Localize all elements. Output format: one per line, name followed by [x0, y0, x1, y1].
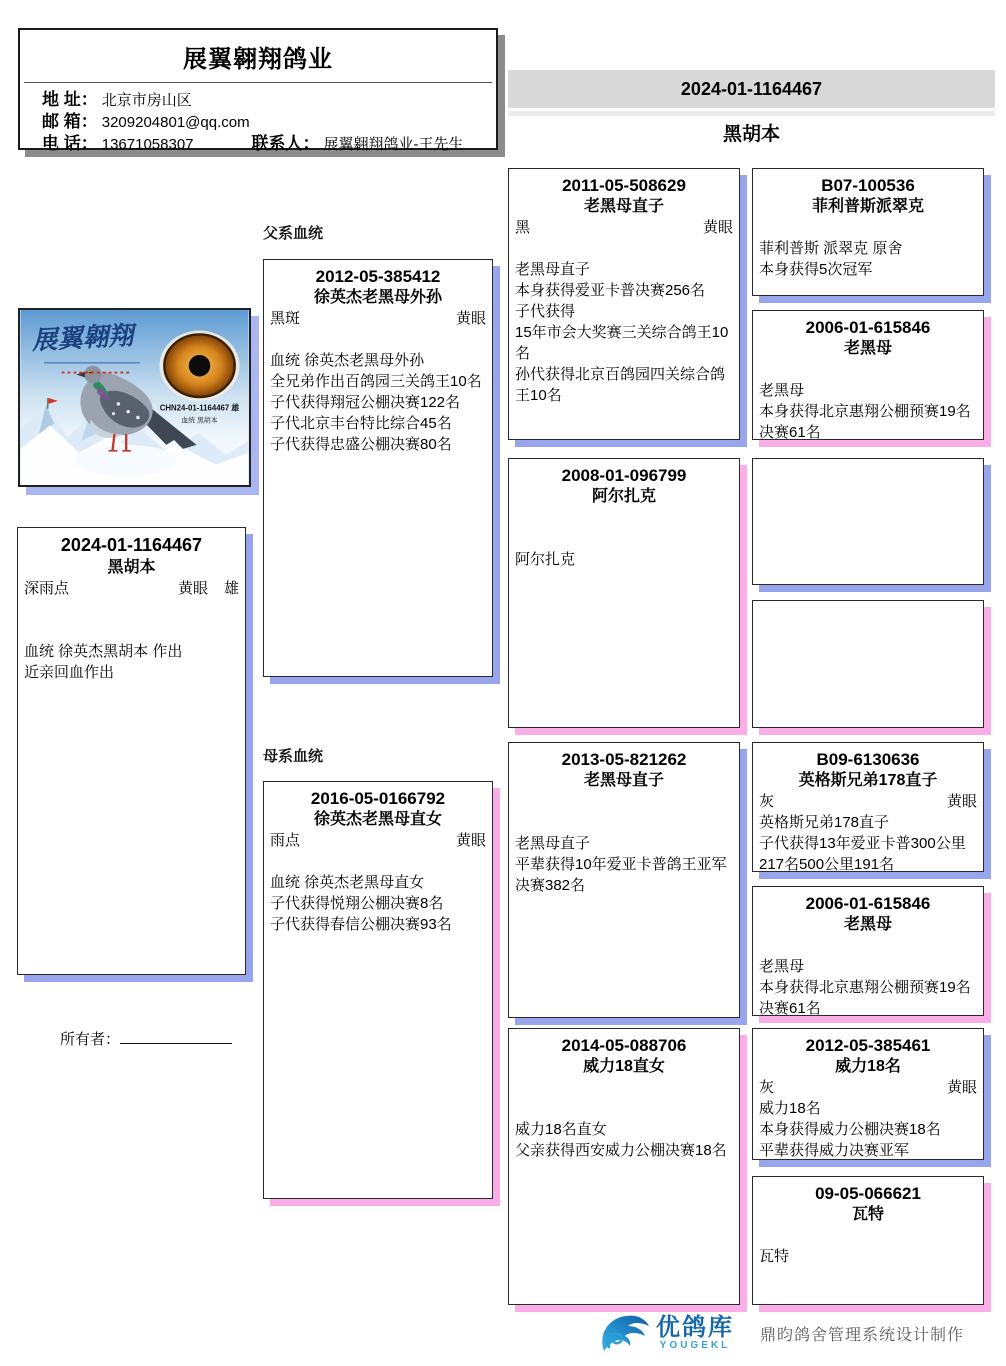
pigeon-photo: [18, 308, 251, 487]
pedigree-box-grandmother-paternal: [508, 458, 740, 728]
description: 瓦特: [759, 1248, 790, 1265]
pigeon-name: 老黑母: [843, 340, 892, 357]
pigeon-name: 英格斯兄弟178直子: [798, 772, 938, 789]
ring-number: 2012-05-385461: [805, 1036, 931, 1055]
ring-number-header: 2024-01-1164467: [508, 70, 995, 108]
eye-color: 黄眼: [177, 580, 208, 597]
ring-number: 2024-01-1164467: [60, 535, 203, 555]
traits-row: [753, 217, 983, 238]
traits-row: [509, 217, 739, 238]
description: 血统 徐英杰老黑母直女 子代获得悦翔公棚决赛8名 子代获得春信公棚决赛93名: [270, 874, 452, 933]
loft-card: [18, 28, 498, 153]
pedigree-box-ggp-5: [752, 742, 984, 872]
description: 威力18名 本身获得威力公棚决赛18名 平辈获得威力决赛亚军: [759, 1100, 941, 1159]
pigeon-name: 老黑母直子: [583, 198, 664, 215]
traits-row: [753, 1225, 983, 1246]
ring-number: 2006-01-615846: [805, 894, 931, 913]
description: 老黑母 本身获得北京惠翔公棚预赛19名 决赛61名: [759, 958, 971, 1016]
pedigree-box-ggp-3-empty: [752, 458, 984, 585]
pedigree-box-ggp-8: [752, 1176, 984, 1305]
pigeon-photo-art: [20, 310, 249, 485]
email-label: 邮 箱：: [42, 112, 98, 131]
traits-row: [18, 578, 245, 599]
ring-number: 2006-01-615846: [805, 318, 931, 337]
brand-name: 优鸽库: [656, 1313, 734, 1341]
photo-blood-text: 血统 黑胡本: [181, 417, 218, 425]
eye-inset: [159, 331, 239, 401]
traits-row: [264, 830, 492, 851]
description: 英格斯兄弟178直子 子代获得13年爱亚卡普300公里217名500公里191名: [759, 814, 966, 872]
eye-color: 黄眼: [702, 219, 733, 236]
description: 血统 徐英杰老黑母外孙 全兄弟作出百鸽园三关鸽王10名 子代获得翔冠公棚决赛122名 子代北京丰台特比综合45名 子代获得忠盛公棚决赛80名: [270, 352, 482, 453]
phone-value: 13671058307: [101, 136, 194, 153]
pedigree-box-ggp-1: [752, 168, 984, 296]
owner-signature-line: [120, 1030, 232, 1044]
sex: 雄: [223, 580, 239, 597]
owner-label: 所有者：: [60, 1031, 121, 1048]
yougeku-logo-icon: [598, 1310, 650, 1356]
pedigree-box-ggp-6: [752, 886, 984, 1016]
phone-label: 电 话：: [42, 134, 98, 153]
pigeon-name: 老黑母: [843, 916, 892, 933]
header-sub-bar: [508, 111, 995, 116]
traits-row: [753, 935, 983, 956]
description: 威力18名直女 父亲获得西安威力公棚决赛18名: [515, 1121, 727, 1159]
description: 血统 徐英杰黑胡本 作出 近亲回血作出: [24, 643, 183, 681]
feather-color: 黑: [515, 219, 531, 236]
pigeon-name: 阿尔扎克: [591, 488, 656, 505]
pigeon-name: 老黑母直子: [583, 772, 664, 789]
owner-row: [60, 1028, 232, 1049]
pigeon-name: 黑胡本: [107, 559, 156, 576]
pedigree-box-subject: [17, 527, 246, 975]
photo-ring-text: CHN24-01-1164467 雄: [159, 403, 240, 413]
description: 阿尔扎克: [515, 551, 576, 568]
pigeon-name: 威力18直女: [583, 1058, 665, 1075]
pedigree-box-ggp-2: [752, 310, 984, 440]
paternal-label: 父系血统: [263, 225, 324, 242]
pigeon-name: 徐英杰老黑母外孙: [313, 289, 442, 306]
eye-color: 黄眼: [455, 310, 486, 327]
photo-calligraphy: 展翼翱翔: [31, 321, 135, 356]
email-row: [20, 111, 496, 133]
pigeon-name: 瓦特: [851, 1206, 884, 1223]
traits-row: [753, 791, 983, 812]
description: 老黑母 本身获得北京惠翔公棚预赛19名 决赛61名: [759, 382, 971, 440]
address-value: 北京市房山区: [101, 92, 192, 109]
traits-row: [509, 507, 739, 528]
pedigree-box-grandfather-maternal: [508, 742, 740, 1018]
pedigree-box-grandmother-maternal: [508, 1028, 740, 1305]
pedigree-box-ggp-4-empty: [752, 600, 984, 728]
footer: [598, 1310, 964, 1356]
ring-number: 2011-05-508629: [562, 176, 686, 195]
feather-color: 雨点: [270, 832, 301, 849]
description: 菲利普斯 派翠克 原舍 本身获得5次冠军: [759, 240, 903, 278]
ring-number: B07-100536: [821, 176, 915, 195]
footer-credit: 鼎昀鸽舍管理系统设计制作: [760, 1326, 965, 1344]
contact-value: 展翼翱翔鸽业-王先生: [323, 136, 464, 153]
traits-row: [264, 308, 492, 329]
eye-color: 黄眼: [455, 832, 486, 849]
pigeon-name: 徐英杰老黑母直女: [313, 811, 442, 828]
pedigree-box-grandfather-paternal: [508, 168, 740, 440]
maternal-label: 母系血统: [263, 748, 324, 765]
eye-color: 黄眼: [946, 793, 977, 810]
ring-number: 2014-05-088706: [561, 1036, 687, 1055]
ring-number: B09-6130636: [816, 750, 920, 769]
traits-row: [753, 359, 983, 380]
ring-number: 09-05-066621: [815, 1184, 921, 1203]
pigeon-name: 威力18名: [835, 1058, 901, 1075]
ring-number: 2008-01-096799: [561, 466, 687, 485]
description: 老黑母直子 本身获得爱亚卡普决赛256名 子代获得 15年市会大奖赛三关综合鸽王10名 孙代获得北京百鸽园四关综合鸽王10名: [515, 261, 729, 404]
ring-number: 2012-05-385412: [315, 267, 441, 286]
pedigree-box-father: [263, 259, 493, 677]
feather-color: 灰: [759, 1079, 775, 1096]
brand-subname: YOUGEKL: [659, 1339, 731, 1351]
pigeon-name: 菲利普斯派翠克: [811, 198, 924, 215]
ring-number: 2016-05-0166792: [310, 789, 446, 808]
traits-row: [509, 791, 739, 812]
ring-number: 2013-05-821262: [561, 750, 687, 769]
eye-color: 黄眼: [946, 1079, 977, 1096]
feather-color: 深雨点: [24, 580, 70, 597]
address-row: [20, 89, 496, 111]
pedigree-box-ggp-7: [752, 1028, 984, 1160]
email-value: 3209204801@qq.com: [101, 114, 250, 131]
traits-row: [753, 1077, 983, 1098]
pedigree-box-mother: [263, 781, 493, 1199]
feather-color: 灰: [759, 793, 775, 810]
description: 老黑母直子 平辈获得10年爱亚卡普鸽王亚军 决赛382名: [515, 835, 727, 894]
phone-row: [20, 133, 496, 155]
divider: [24, 82, 492, 83]
traits-row: [509, 1077, 739, 1098]
feather-color: 黑斑: [270, 310, 301, 327]
contact-label: 联系人：: [251, 134, 320, 153]
pigeon-name-header: 黑胡本: [722, 124, 780, 145]
loft-name: 展翼翱翔鸽业: [183, 46, 333, 73]
address-label: 地 址：: [42, 90, 98, 109]
